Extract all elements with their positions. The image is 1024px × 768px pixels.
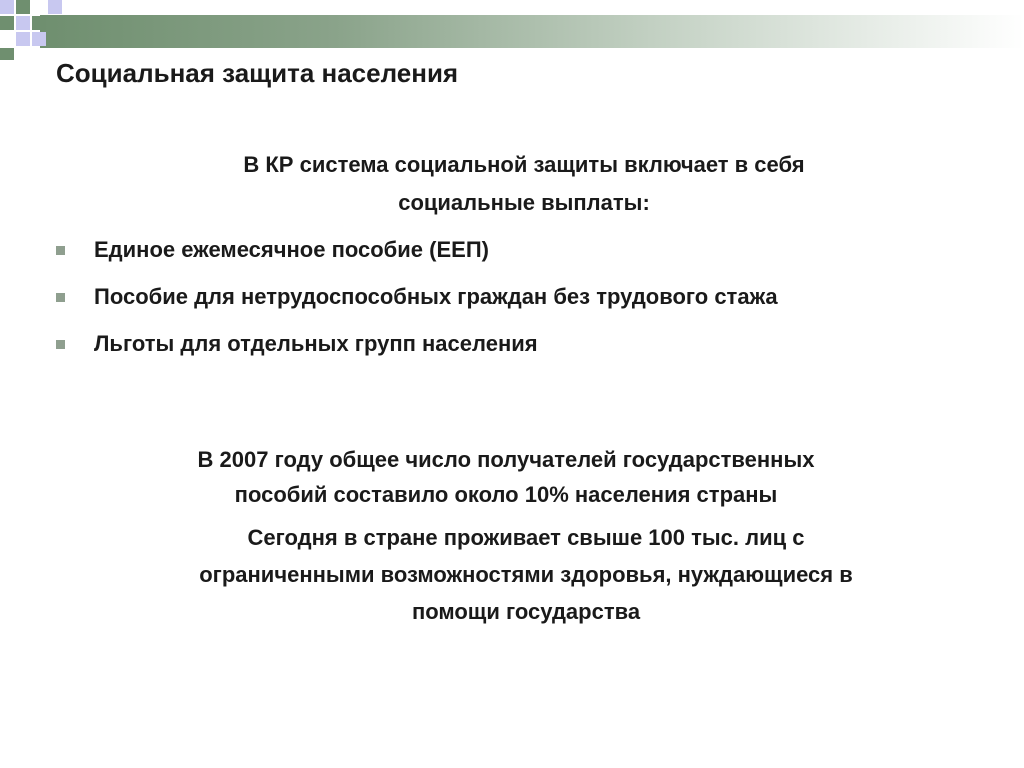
square-bullet-icon xyxy=(56,246,65,255)
paragraph-line: В 2007 году общее число получателей государственных xyxy=(197,447,815,472)
paragraph-line: Сегодня в стране проживает свыше 100 тыс. лиц с xyxy=(247,525,805,550)
intro-text xyxy=(94,146,954,222)
decor-square xyxy=(32,16,46,30)
paragraph-line: помощи государства xyxy=(411,599,641,624)
header-decoration xyxy=(0,0,1024,60)
paragraph-line: ограниченными возможностями здоровья, нуждающиеся в xyxy=(199,562,853,587)
decor-square xyxy=(0,48,14,60)
decor-square xyxy=(0,0,14,14)
decor-square xyxy=(16,32,30,46)
bullet-item xyxy=(56,279,936,315)
recipients-paragraph xyxy=(96,442,916,512)
paragraph-line: пособий составило около 10% населения страны xyxy=(234,482,778,507)
slide-title: Социальная защита населения xyxy=(56,58,459,88)
square-bullet-icon xyxy=(56,293,65,302)
bullet-item xyxy=(56,232,936,268)
bullet-label: Льготы для отдельных групп населения xyxy=(94,331,538,356)
bullet-label: Пособие для нетрудоспособных граждан без трудового стажа xyxy=(94,284,778,309)
intro-line: социальные выплаты: xyxy=(398,190,650,215)
decor-square xyxy=(32,0,46,14)
header-gradient-bar xyxy=(40,15,1024,48)
intro-line: В КР система социальной защиты включает в себя xyxy=(243,152,805,177)
decor-square xyxy=(16,16,30,30)
square-bullet-icon xyxy=(56,340,65,349)
decor-square xyxy=(16,0,30,14)
decor-square xyxy=(0,16,14,30)
decor-square xyxy=(0,32,14,46)
bullet-label: Единое ежемесячное пособие (ЕЕП) xyxy=(94,237,489,262)
decor-square xyxy=(32,32,46,46)
decor-square xyxy=(48,0,62,14)
disability-paragraph xyxy=(96,519,956,630)
bullet-item xyxy=(56,326,936,362)
bullet-list xyxy=(56,232,936,373)
